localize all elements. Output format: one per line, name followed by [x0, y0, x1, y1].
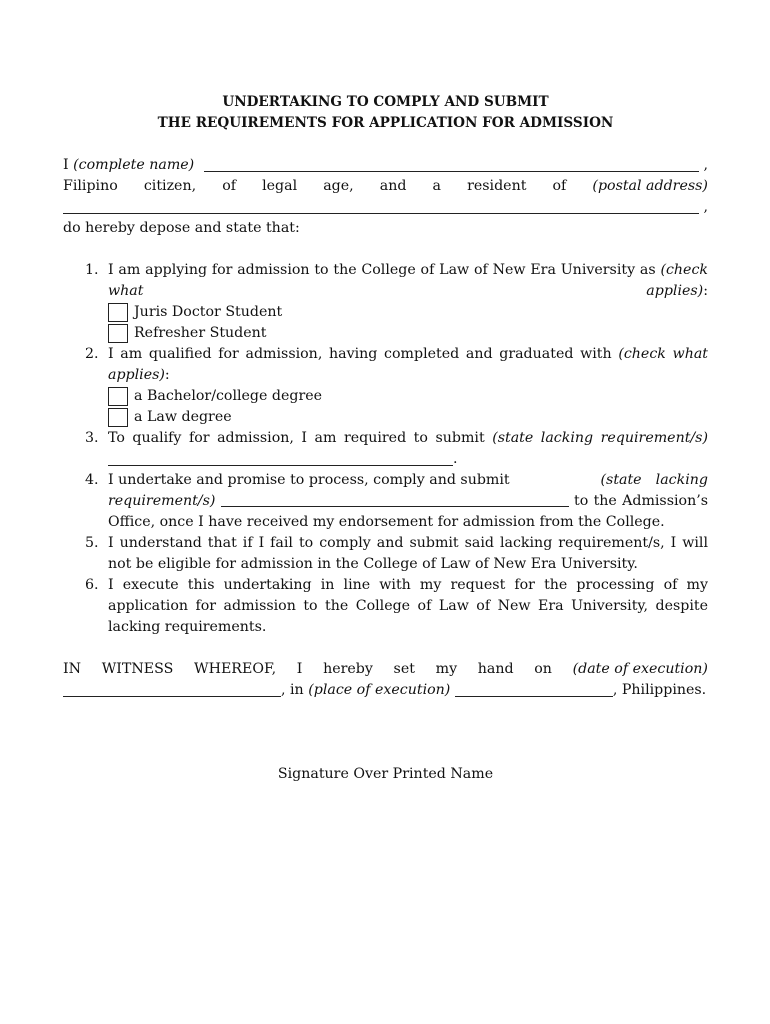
option-label: Juris Doctor Student: [134, 304, 283, 320]
postal-address-hint: (postal address): [592, 178, 708, 194]
item-text: To qualify for admission, I am required to submit: [108, 430, 485, 446]
item-text: I understand that if I fail to comply and submit said lacking requirement/s, I will not be eligible for admission in the College of Law of New Era University.: [108, 535, 708, 572]
country-text: , Philippines.: [612, 682, 707, 698]
citizen-word-2: of: [222, 178, 236, 194]
witness-word-4: hereby: [323, 661, 373, 677]
witness-line: [63, 659, 708, 680]
witness-word-8: on: [534, 661, 552, 677]
witness-word-6: my: [435, 661, 458, 677]
checkbox-law-degree[interactable]: [108, 408, 128, 427]
check-hint: (check what applies): [108, 262, 708, 299]
citizen-word-5: and: [379, 178, 407, 194]
name-line: [63, 155, 708, 176]
citizen-line: [63, 176, 708, 197]
item-text: I am qualified for admission, having completed and graduated with: [108, 346, 612, 362]
requirement-blank[interactable]: [221, 491, 569, 507]
hint-colon: :: [703, 283, 708, 299]
requirement-hint: (state lacking requirement/s): [492, 430, 708, 446]
citizen-word-8: of: [552, 178, 567, 194]
option-label: a Law degree: [134, 409, 232, 425]
item-after-blank: to the Admission’s Office, once I have received my endorsement for admission from the College.: [108, 493, 709, 530]
requirement-blank[interactable]: [108, 450, 453, 466]
witness-word-1: WITNESS: [101, 661, 174, 677]
address-comma: ,: [703, 199, 708, 215]
option-label: Refresher Student: [134, 325, 267, 341]
checkbox-refresher[interactable]: [108, 324, 128, 343]
list-item: [63, 428, 708, 470]
item-number: 6.: [85, 577, 99, 593]
list-item: [63, 470, 708, 533]
list-item: [63, 575, 708, 638]
title-line-1: UNDERTAKING TO COMPLY AND SUBMIT: [222, 94, 549, 110]
place-blank[interactable]: [455, 681, 613, 697]
option-label: a Bachelor/college degree: [134, 388, 323, 404]
item-number: 3.: [85, 430, 99, 446]
statement-list: [63, 260, 708, 638]
name-blank[interactable]: [204, 156, 699, 172]
citizen-word-3: legal: [262, 178, 298, 194]
date-hint: (date of execution): [572, 661, 708, 677]
title-line-2: THE REQUIREMENTS FOR APPLICATION FOR ADMISSION: [157, 115, 614, 131]
item-number: 1.: [85, 262, 99, 278]
document-title: [63, 92, 708, 134]
item-number: 2.: [85, 346, 99, 362]
pronoun-i: I: [63, 157, 69, 173]
checkbox-bachelor[interactable]: [108, 387, 128, 406]
citizen-word-1: citizen,: [143, 178, 197, 194]
hint-colon: :: [164, 367, 170, 383]
citizen-word-4: age,: [323, 178, 354, 194]
name-comma: ,: [703, 157, 708, 173]
item-text: I am applying for admission to the College of Law of New Era University as: [108, 262, 656, 278]
list-item: [63, 344, 708, 428]
citizen-word-0: Filipino: [63, 178, 118, 194]
witness-word-3: I: [296, 661, 303, 677]
witness-word-7: hand: [477, 661, 514, 677]
in-text: , in: [281, 682, 304, 698]
item-tail: .: [453, 451, 458, 467]
witness-word-5: set: [393, 661, 415, 677]
item-text: I undertake and promise to process, comply and submit: [108, 472, 510, 488]
item-text: I execute this undertaking in line with my request for the processing of my application for admission to the College of Law of New Era University, despite lacking requirements.: [108, 577, 708, 635]
requirement-hint: (state lacking requirement/s): [108, 472, 708, 509]
undertaking-document: [63, 92, 709, 782]
citizen-word-7: resident: [467, 178, 527, 194]
item-number: 4.: [85, 472, 99, 488]
place-hint: (place of execution): [308, 682, 451, 698]
list-item: [63, 260, 708, 344]
place-line: [63, 680, 708, 701]
option-juris-doctor[interactable]: [108, 302, 708, 323]
item-number: 5.: [85, 535, 99, 551]
option-refresher[interactable]: [108, 323, 708, 344]
list-item: [63, 533, 708, 575]
witness-word-2: WHEREOF,: [193, 661, 277, 677]
address-blank[interactable]: [63, 198, 699, 214]
signature-label: Signature Over Printed Name: [277, 766, 494, 782]
witness-word-0: IN: [63, 661, 82, 677]
depose-statement: do hereby depose and state that:: [63, 220, 300, 236]
option-bachelor[interactable]: [108, 386, 708, 407]
date-blank[interactable]: [63, 681, 281, 697]
address-line: [63, 197, 708, 218]
check-hint: (check what applies): [108, 346, 708, 383]
option-law-degree[interactable]: [108, 407, 708, 428]
citizen-word-6: a: [432, 178, 441, 194]
checkbox-juris-doctor[interactable]: [108, 303, 128, 322]
complete-name-hint: (complete name): [73, 157, 195, 173]
